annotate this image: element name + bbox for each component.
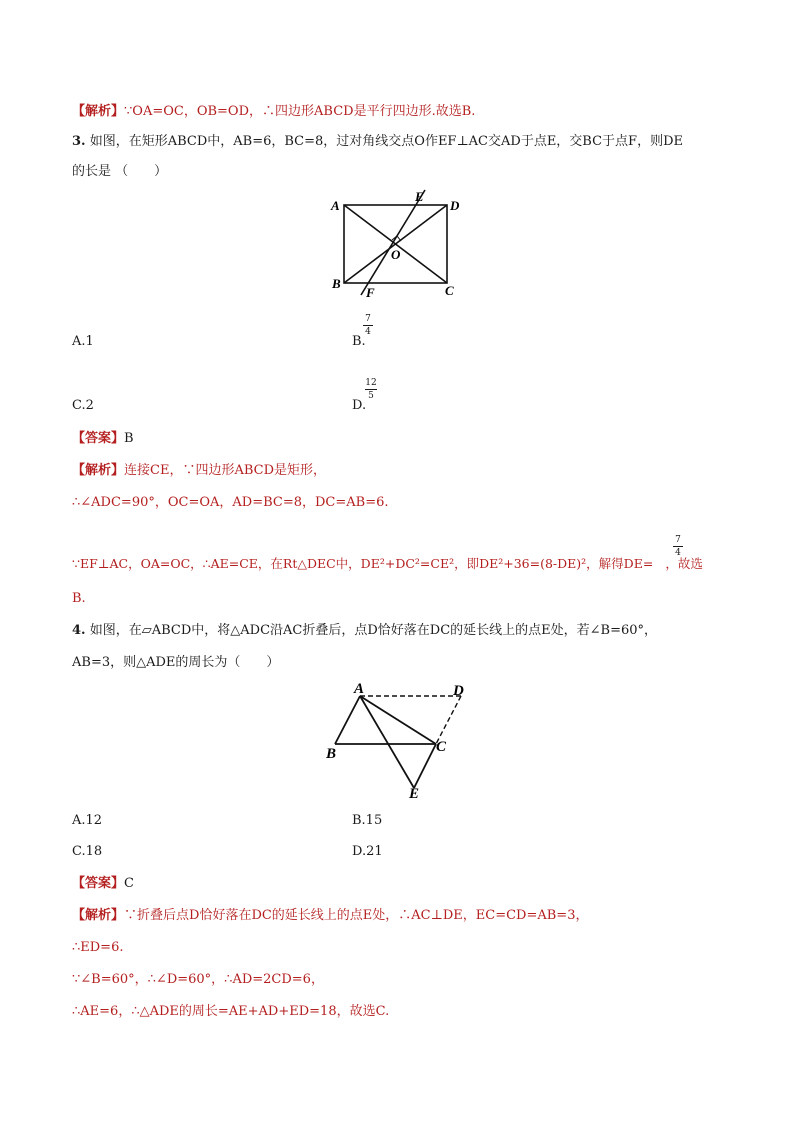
q4-answer: C xyxy=(124,876,134,891)
q3-number: 3. xyxy=(72,134,86,149)
q3-option-a[interactable]: A.1 xyxy=(72,334,94,349)
q3-stem-line2: 的长是 （ ） xyxy=(72,164,168,179)
prev-solution-line xyxy=(72,103,475,121)
q3-label-f: F xyxy=(366,285,375,300)
q4-option-b[interactable]: B.15 xyxy=(352,813,383,828)
q3-label-e: E xyxy=(415,189,424,204)
q4-label-a: A xyxy=(354,681,365,697)
q3-option-d-prefix: D. xyxy=(352,398,367,413)
q3-solution-text3: ∵EF⊥AC，OA=OC，∴AE=CE，在Rt△DEC中，DE²+DC²=CE²，即DE²+36=(8-DE)²，解得DE= xyxy=(72,556,654,571)
q3-stem-text1: 如图，在矩形ABCD中，AB=6，BC=8，过对角线交点O作EF⊥AC交AD于点E，交BC于点F，则DE xyxy=(89,134,683,149)
q4-side-ce xyxy=(414,744,436,788)
q4-option-c[interactable]: C.18 xyxy=(72,844,103,859)
q3-solution-line4: B. xyxy=(72,591,86,606)
q4-dashed-dc xyxy=(436,696,461,744)
q3-solution-tag: 【解析】 xyxy=(72,463,125,478)
q3-option-b-prefix: B. xyxy=(352,334,366,349)
q4-stem-text1: 如图，在▱ABCD中，将△ADC沿AC折叠后，点D恰好落在DC的延长线上的点E处，若∠B=60°， xyxy=(89,623,658,638)
q3-option-d-fraction xyxy=(363,378,379,401)
q4-answer-line xyxy=(72,875,134,893)
q3-solution-fraction xyxy=(671,535,685,558)
q4-label-e: E xyxy=(409,786,420,802)
q4-option-a[interactable]: A.12 xyxy=(72,813,103,828)
q4-solution-line2: ∴ED=6. xyxy=(72,940,124,955)
q3-solution-frac-denominator: 4 xyxy=(675,548,681,558)
q4-solution-line4: ∴AE=6，∴△ADE的周长=AE+AD+ED=18，故选C. xyxy=(72,1004,390,1019)
q4-side-ab xyxy=(335,696,360,744)
q4-label-d: D xyxy=(453,683,464,699)
q3-solution-line2: ∴∠ADC=90°，OC=OA，AD=BC=8，DC=AB=6. xyxy=(72,495,389,510)
q4-stem-line2: AB=3，则△ADE的周长为（ ） xyxy=(72,655,280,670)
q4-label-b: B xyxy=(326,746,337,762)
q4-number: 4. xyxy=(72,623,86,638)
q4-figure xyxy=(320,678,480,803)
q4-solution-line3: ∵∠B=60°，∴∠D=60°，∴AD=2CD=6， xyxy=(72,972,324,987)
prev-solution-text: ∵OA=OC，OB=OD，∴四边形ABCD是平行四边形.故选B. xyxy=(124,104,476,119)
q4-solution-tag: 【解析】 xyxy=(72,908,125,923)
q3-option-d-denominator: 5 xyxy=(368,391,374,401)
q4-side-ae xyxy=(360,696,414,788)
q4-solution-line1 xyxy=(72,907,588,925)
q3-solution-line1 xyxy=(72,462,326,480)
q3-solution-line3 xyxy=(72,555,703,573)
q3-option-b-denominator: 4 xyxy=(365,327,371,337)
q4-diagonal-ac xyxy=(360,696,436,744)
q3-option-b-fraction xyxy=(361,314,375,337)
q4-option-d[interactable]: D.21 xyxy=(352,844,383,859)
q3-label-c: C xyxy=(445,283,454,298)
q4-label-c: C xyxy=(436,739,447,755)
q3-stem-line1 xyxy=(72,133,683,151)
q4-solution-text1: ∵折叠后点D恰好落在DC的延长线上的点E处，∴AC⊥DE，EC=CD=AB=3， xyxy=(124,908,589,923)
q3-label-o: O xyxy=(391,247,401,262)
q3-answer-line xyxy=(72,430,134,448)
q4-stem-line1 xyxy=(72,622,657,640)
q3-solution-text1: 连接CE，∵四边形ABCD是矩形， xyxy=(124,463,327,478)
q4-answer-tag: 【答案】 xyxy=(72,876,125,891)
q3-answer-tag: 【答案】 xyxy=(72,431,125,446)
prev-solution-tag: 【解析】 xyxy=(72,104,125,119)
q3-option-d-numerator: 12 xyxy=(365,378,377,388)
q3-option-b-numerator: 7 xyxy=(365,314,371,324)
q3-figure xyxy=(325,185,480,305)
q3-label-b: B xyxy=(332,276,341,291)
q3-label-a: A xyxy=(331,198,340,213)
q3-label-d: D xyxy=(450,198,460,213)
q3-option-c[interactable]: C.2 xyxy=(72,398,94,413)
q3-answer: B xyxy=(124,431,134,446)
q3-solution-frac-numerator: 7 xyxy=(675,535,681,545)
q3-solution-text3-end: ，故选 xyxy=(665,556,703,571)
